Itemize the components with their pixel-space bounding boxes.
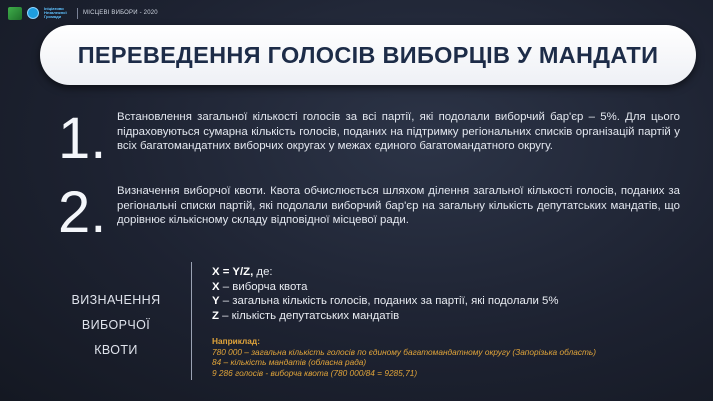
- symbol-z: Z: [212, 309, 219, 322]
- organization-name: Ініціативи Незалежної Громади: [44, 6, 67, 19]
- example-line-2: 84 – кількість мандатів (обласна рада): [212, 357, 367, 368]
- formula-expression: X = Y/Z,: [212, 266, 254, 278]
- title-banner: [40, 25, 696, 85]
- organization-logo-icon: [27, 7, 39, 19]
- top-bar: [8, 6, 158, 20]
- step-1-number: 1.: [58, 106, 107, 171]
- header-divider: [77, 8, 78, 19]
- page-title: ПЕРЕВЕДЕННЯ ГОЛОСІВ ВИБОРЦІВ У МАНДАТИ: [77, 41, 659, 68]
- quota-label-line-1: ВИЗНАЧЕННЯ: [71, 293, 161, 307]
- step-1-text: Встановлення загальної кількості голосів за всі партії, які подолали виборчий бар'єр – 5%. Для цього підраховуються сумарна кількість голосів, поданих на підтримку регіональних списків організацій партій у всіх багатомандатних виборчих округах у межах єдиного багатомандатного округу.: [117, 111, 680, 152]
- example-block: [212, 336, 596, 378]
- symbol-y: Y: [212, 295, 220, 308]
- formula-suffix: де:: [253, 266, 273, 278]
- quota-label-line-3: КВОТИ: [94, 343, 138, 357]
- quota-label: [52, 288, 180, 363]
- formula-main: [212, 265, 559, 280]
- symbol-x: X: [212, 280, 220, 293]
- definition-y: – загальна кількість голосів, поданих за партії, які подолали 5%: [219, 295, 559, 308]
- section-title: МІСЦЕВІ ВИБОРИ - 2020: [83, 10, 158, 16]
- formula-item-x: [212, 280, 559, 295]
- formula-block: [212, 265, 559, 323]
- formula-item-y: [212, 294, 559, 309]
- election-logo-icon: [8, 7, 22, 20]
- definition-z: – кількість депутатських мандатів: [218, 309, 400, 322]
- example-line-1: 780 000 – загальна кількість голосів по єдиному багатомандатному округу (Запорізька область): [212, 346, 597, 357]
- vertical-divider: [191, 262, 192, 380]
- example-line-3: 9 286 голосів - виборча квота (780 000/84 = 9285,71): [212, 367, 418, 378]
- step-2-text: Визначення виборчої квоти. Квота обчислюється шляхом ділення загальної кількості голосів, поданих за регіональні списки партій, які подолали виборчий бар'єр на загальну кількість депутатських мандатів, що дорівнює кількісному складу відповідної місцевої ради.: [117, 185, 680, 226]
- step-2-number: 2.: [58, 180, 107, 245]
- definition-x: – виборча квота: [219, 280, 308, 293]
- example-heading: Наприклад:: [212, 336, 260, 346]
- formula-item-z: [212, 309, 559, 324]
- quota-label-line-2: ВИБОРЧОЇ: [81, 318, 151, 332]
